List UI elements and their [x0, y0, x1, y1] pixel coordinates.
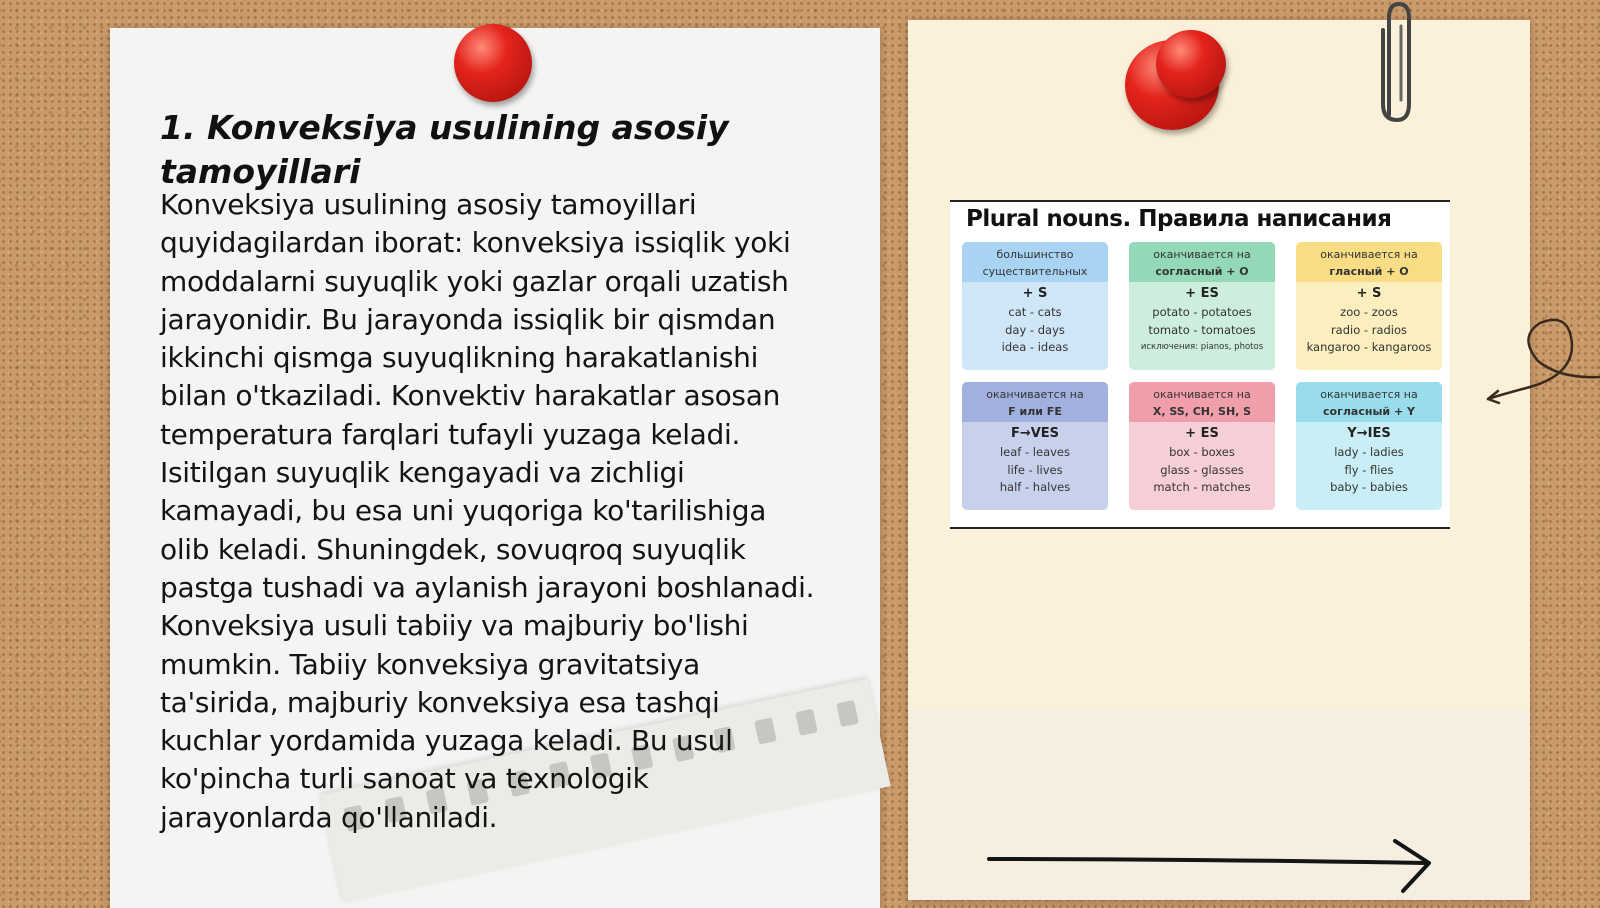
rule-cell-rule: + ES [1185, 426, 1219, 441]
rule-cell-examples [962, 444, 1108, 497]
rule-cell-header-line2: X, SS, CH, SH, S [1152, 405, 1252, 418]
squiggle-arrow-icon [1480, 315, 1600, 405]
rule-cell-examples [1129, 444, 1275, 497]
rule-cell-rule: Y→IES [1347, 426, 1391, 441]
rule-cell-header-line1: оканчивается на [986, 388, 1084, 401]
rule-cell-example: cat - cats [1008, 305, 1062, 319]
rule-cell-header [962, 242, 1108, 282]
rule-cell-examples [1296, 304, 1442, 357]
rule-cell-example: box - boxes [1169, 445, 1235, 459]
rule-cell-example: potato - potatoes [1152, 305, 1252, 319]
rule-cell-header-line1: оканчивается на [1320, 388, 1418, 401]
rule-cell-example: day - days [1005, 322, 1065, 337]
rule-cell-example: zoo - zoos [1340, 305, 1398, 319]
rule-cell-rule: + S [1356, 286, 1382, 301]
note-body: Konveksiya usulining asosiy tamoyillari quyidagilardan iborat: konveksiya issiqlik yoki moddalarni suyuqlik yoki gazlar orqali uzatish jarayonidir. Bu jarayonda issiqlik bir qismdan ikkinchi qismga suyuqlikning harakatlanishi bilan o'tkaziladi. Konvektiv harakatlar asosan temperatura farqlari tufayli yuzaga keladi. Isitilgan suyuqlik kengayadi va zichligi kamayadi, bu esa uni yuqoriga ko'tarilishiga olib keladi. Shuningdek, sovuqroq suyuqlik pastga tushadi va aylanish jarayoni boshlanadi. Konveksiya usuli tabiiy va majburiy bo'lishi mumkin. Tabiiy konveksiya gravitatsiya ta'sirida, majburiy konveksiya esa tashqi kuchlar yordamida yuzaga keladi. Bu usul ko'pincha turli sanoat va texnologik jarayonlarda qo'llaniladi. [160, 188, 815, 834]
push-pin-icon [454, 24, 532, 102]
rule-cell [962, 382, 1108, 510]
push-pin-icon [1156, 30, 1226, 98]
plural-nouns-card [950, 200, 1450, 529]
rule-cell-example: baby - babies [1330, 480, 1408, 494]
rule-cell-example: radio - radios [1330, 322, 1408, 337]
rule-cell-header [1129, 242, 1275, 282]
rule-cell-header-line2: существительных [982, 265, 1088, 278]
rule-cell-example: match - matches [1153, 480, 1251, 494]
rule-cell-header [1296, 382, 1442, 422]
rule-cell-header-line2: согласный + Y [1323, 405, 1415, 418]
rule-cell-examples [1296, 444, 1442, 497]
rule-cell-example: leaf - leaves [999, 445, 1071, 459]
rule-cell-header [962, 382, 1108, 422]
rule-cell-header [1296, 242, 1442, 282]
rule-cell-header-line1: оканчивается на [1153, 388, 1251, 401]
rule-cell-example: idea - ideas [1001, 340, 1069, 354]
rule-cell-example: kangaroo - kangaroos [1306, 340, 1432, 354]
rule-cell-example: half - halves [999, 480, 1071, 494]
note-heading: 1. Konveksiya usulining asosiy tamoyillari [160, 108, 729, 191]
rule-cell-header-line1: большинство [996, 248, 1074, 261]
rule-cell [1129, 382, 1275, 510]
rule-cell-header-line1: оканчивается на [1153, 248, 1251, 261]
rule-cell-rule: + ES [1185, 286, 1219, 301]
rule-cell-examples [962, 304, 1108, 357]
rule-cell-header-line2: F или FE [1008, 405, 1062, 418]
rule-cell-header-line1: оканчивается на [1320, 248, 1418, 261]
rule-cell-example: lady - ladies [1334, 445, 1404, 459]
paper-clip-icon [1375, 0, 1419, 125]
rule-cell-rule: + S [1022, 286, 1048, 301]
rule-cell [1129, 242, 1275, 370]
rule-cell-header-line2: согласный + О [1155, 265, 1249, 278]
rule-cell-header-line2: гласный + О [1329, 265, 1409, 278]
rule-cell-example: life - lives [1007, 462, 1063, 477]
arrow-right-icon [985, 835, 1445, 895]
rule-cell-examples [1129, 304, 1275, 357]
rule-cell [1296, 242, 1442, 370]
rule-cell-rule: F→VES [1010, 426, 1060, 441]
rule-cell-header [1129, 382, 1275, 422]
rule-cell-example: исключения: pianos, photos [1140, 342, 1264, 352]
rule-cell-example: fly - flies [1344, 462, 1394, 477]
rule-cell [962, 242, 1108, 370]
rule-cell-example: glass - glasses [1160, 462, 1244, 477]
rule-cell-example: tomato - tomatoes [1148, 322, 1256, 337]
card-title: Plural nouns. Правила написания [966, 206, 1392, 232]
rule-cell [1296, 382, 1442, 510]
